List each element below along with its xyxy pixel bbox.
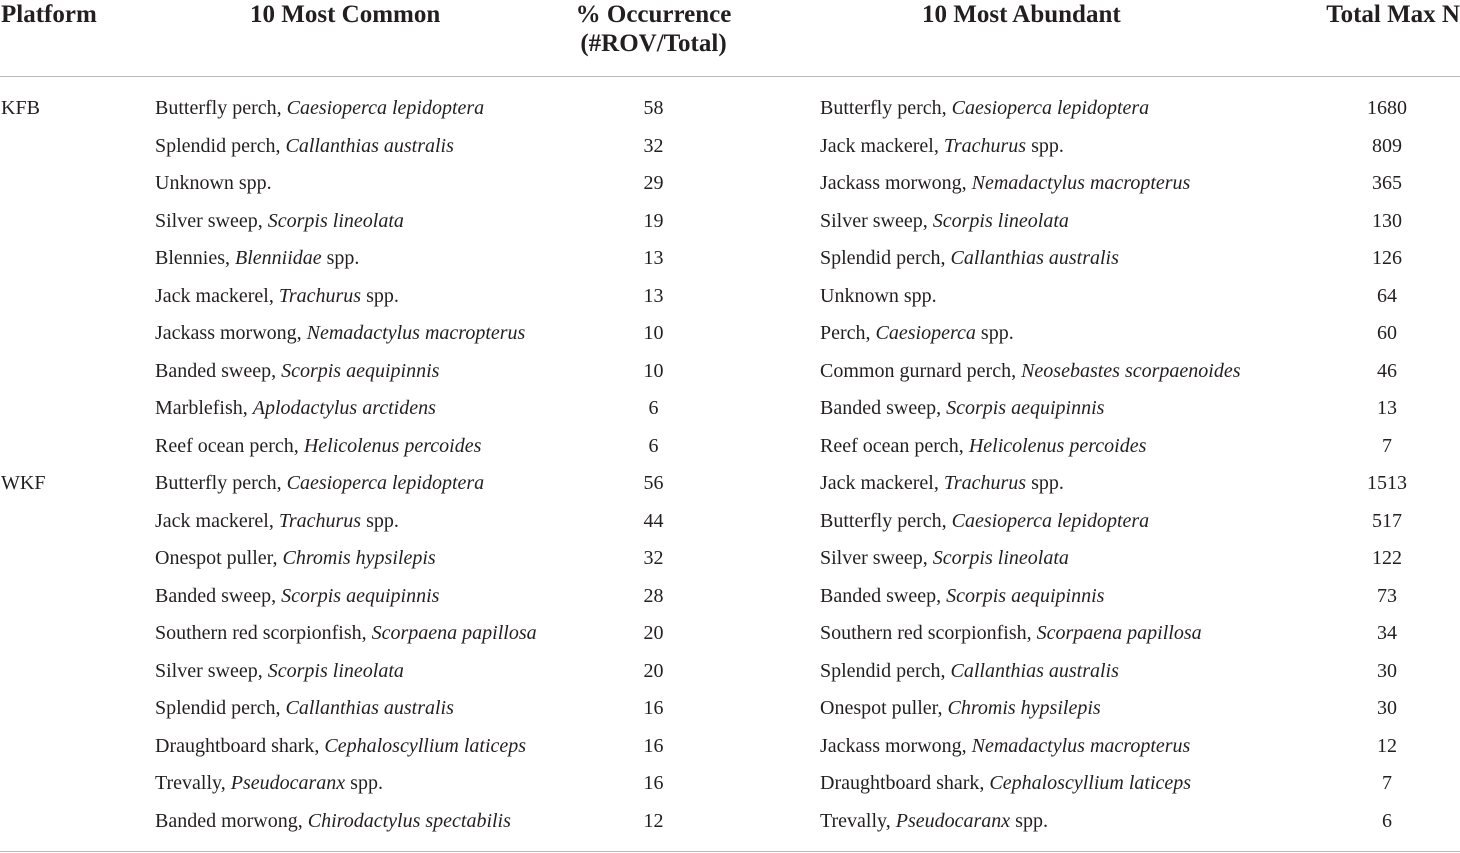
most-abundant-common-name: Jack mackerel, <box>820 472 944 495</box>
most-common-cell <box>150 165 560 203</box>
table-row <box>0 315 1460 353</box>
most-abundant-common-name: Butterfly perch, <box>820 509 952 532</box>
most-common-cell <box>150 315 560 353</box>
table-row <box>0 653 1460 691</box>
most-abundant-suffix: spp. <box>1026 472 1064 495</box>
header-most-abundant: 10 Most Abundant <box>810 0 1290 77</box>
most-abundant-scientific-name: Cephaloscyllium laticeps <box>989 772 1192 795</box>
occurrence-cell: 6 <box>648 397 659 420</box>
most-common-scientific-name: Scorpis lineolata <box>267 659 404 682</box>
most-abundant-scientific-name: Nemadactylus macropterus <box>971 734 1191 757</box>
most-common-cell <box>150 578 560 616</box>
most-common-common-name: Draughtboard shark, <box>155 734 325 757</box>
most-common-common-name: Banded sweep, <box>155 359 282 382</box>
platform-cell <box>0 765 150 803</box>
most-common-scientific-name: Callanthias australis <box>285 134 454 157</box>
occurrence-cell: 12 <box>643 809 664 832</box>
most-abundant-scientific-name: Pseudocaranx <box>895 809 1011 832</box>
most-common-cell <box>150 803 560 841</box>
most-abundant-common-name: Southern red scorpionfish, <box>820 622 1037 645</box>
table-row <box>0 390 1460 428</box>
most-abundant-common-name: Silver sweep, <box>820 209 933 232</box>
header-occurrence <box>560 0 810 77</box>
header-occurrence-line2: (#ROV/Total) <box>580 30 727 57</box>
occurrence-cell: 19 <box>643 209 664 232</box>
platform-cell <box>0 390 150 428</box>
most-abundant-cell <box>810 615 1290 653</box>
header-total-max-n: Total Max N <box>1290 0 1460 77</box>
max-n-cell: 130 <box>1372 209 1402 232</box>
most-common-suffix: spp. <box>361 509 399 532</box>
most-abundant-common-name: Splendid perch, <box>820 247 951 270</box>
most-abundant-common-name: Splendid perch, <box>820 659 951 682</box>
occurrence-cell: 32 <box>643 547 664 570</box>
max-n-cell: 365 <box>1372 172 1402 195</box>
most-abundant-cell <box>810 240 1290 278</box>
most-common-common-name: Blennies, <box>155 247 235 270</box>
most-abundant-scientific-name: Scorpis lineolata <box>932 547 1069 570</box>
platform-cell <box>0 578 150 616</box>
table-row <box>0 353 1460 391</box>
most-common-common-name: Southern red scorpionfish, <box>155 622 372 645</box>
max-n-cell: 7 <box>1382 772 1392 795</box>
most-common-cell <box>150 353 560 391</box>
most-common-cell <box>150 728 560 766</box>
table-body <box>0 77 1460 841</box>
table-row <box>0 465 1460 503</box>
occurrence-cell: 13 <box>643 284 664 307</box>
most-common-cell <box>150 615 560 653</box>
most-common-common-name: Silver sweep, <box>155 659 268 682</box>
most-common-common-name: Silver sweep, <box>155 209 268 232</box>
platform-cell <box>0 278 150 316</box>
occurrence-cell: 6 <box>648 434 659 457</box>
max-n-cell: 122 <box>1372 547 1402 570</box>
max-n-cell: 1513 <box>1367 472 1407 495</box>
occurrence-cell: 29 <box>643 172 664 195</box>
platform-cell <box>0 615 150 653</box>
occurrence-cell: 28 <box>643 584 664 607</box>
most-common-scientific-name: Pseudocaranx <box>230 772 346 795</box>
table-row <box>0 765 1460 803</box>
platform-cell <box>0 503 150 541</box>
max-n-cell: 46 <box>1377 359 1397 382</box>
max-n-cell: 13 <box>1377 397 1397 420</box>
most-abundant-common-name: Reef ocean perch, <box>820 434 969 457</box>
most-common-scientific-name: Aplodactylus arctidens <box>252 397 436 420</box>
table-row <box>0 615 1460 653</box>
occurrence-cell: 20 <box>643 622 664 645</box>
occurrence-cell: 10 <box>643 322 664 345</box>
table-row <box>0 278 1460 316</box>
most-abundant-common-name: Trevally, <box>820 809 896 832</box>
most-abundant-cell <box>810 803 1290 841</box>
most-abundant-scientific-name: Scorpis lineolata <box>932 209 1069 232</box>
most-common-common-name: Marblefish, <box>155 397 253 420</box>
most-abundant-cell <box>810 465 1290 503</box>
most-abundant-suffix: spp. <box>975 322 1014 345</box>
occurrence-cell: 44 <box>643 509 664 532</box>
max-n-cell: 60 <box>1377 322 1397 345</box>
most-common-scientific-name: Cephaloscyllium laticeps <box>324 734 527 757</box>
most-common-common-name: Jack mackerel, <box>155 284 279 307</box>
most-common-common-name: Butterfly perch, <box>155 97 287 120</box>
occurrence-cell: 13 <box>643 247 664 270</box>
most-common-common-name: Banded sweep, <box>155 584 282 607</box>
most-abundant-cell <box>810 428 1290 466</box>
most-abundant-common-name: Unknown spp. <box>820 284 937 307</box>
most-common-common-name: Jackass morwong, <box>155 322 307 345</box>
max-n-cell: 6 <box>1382 809 1392 832</box>
most-common-cell <box>150 240 560 278</box>
most-abundant-cell <box>810 765 1290 803</box>
most-abundant-cell <box>810 390 1290 428</box>
most-common-scientific-name: Helicolenus percoides <box>303 434 482 457</box>
table-row <box>0 90 1460 128</box>
table-row <box>0 728 1460 766</box>
max-n-cell: 30 <box>1377 659 1397 682</box>
most-common-scientific-name: Caesioperca lepidoptera <box>286 97 485 120</box>
table-row <box>0 690 1460 728</box>
most-common-cell <box>150 90 560 128</box>
most-abundant-common-name: Onespot puller, <box>820 697 948 720</box>
most-abundant-scientific-name: Trachurus <box>943 134 1027 157</box>
most-common-scientific-name: Scorpis aequipinnis <box>281 359 440 382</box>
most-common-scientific-name: Chirodactylus spectabilis <box>307 809 511 832</box>
occurrence-cell: 16 <box>643 734 664 757</box>
table-row <box>0 540 1460 578</box>
most-common-suffix: spp. <box>361 284 399 307</box>
most-common-cell <box>150 503 560 541</box>
most-abundant-scientific-name: Helicolenus percoides <box>968 434 1147 457</box>
most-common-common-name: Butterfly perch, <box>155 472 287 495</box>
most-common-suffix: spp. <box>321 247 360 270</box>
header-platform: Platform <box>0 0 150 77</box>
most-common-suffix: spp. <box>345 772 383 795</box>
most-abundant-suffix: spp. <box>1026 134 1064 157</box>
max-n-cell: 517 <box>1372 509 1402 532</box>
most-common-common-name: Onespot puller, <box>155 547 283 570</box>
most-common-scientific-name: Callanthias australis <box>285 697 454 720</box>
most-common-scientific-name: Nemadactylus macropterus <box>306 322 526 345</box>
most-abundant-scientific-name: Caesioperca lepidoptera <box>951 509 1150 532</box>
platform-cell <box>0 203 150 241</box>
occurrence-cell: 10 <box>643 359 664 382</box>
most-abundant-scientific-name: Caesioperca lepidoptera <box>951 97 1150 120</box>
most-abundant-common-name: Perch, <box>820 322 876 345</box>
most-abundant-scientific-name: Scorpis aequipinnis <box>946 584 1105 607</box>
platform-cell <box>0 728 150 766</box>
most-common-cell <box>150 690 560 728</box>
most-common-cell <box>150 128 560 166</box>
most-common-cell <box>150 203 560 241</box>
most-common-scientific-name: Scorpis lineolata <box>267 209 404 232</box>
most-common-common-name: Reef ocean perch, <box>155 434 304 457</box>
platform-cell <box>0 240 150 278</box>
most-abundant-common-name: Silver sweep, <box>820 547 933 570</box>
most-abundant-common-name: Draughtboard shark, <box>820 772 990 795</box>
occurrence-cell: 20 <box>643 659 664 682</box>
most-abundant-cell <box>810 353 1290 391</box>
table-row <box>0 428 1460 466</box>
max-n-cell: 12 <box>1377 734 1397 757</box>
platform-cell <box>0 653 150 691</box>
table-row <box>0 503 1460 541</box>
platform-cell <box>0 690 150 728</box>
most-common-cell <box>150 390 560 428</box>
header-spacer <box>0 77 1460 91</box>
header-most-common: 10 Most Common <box>150 0 560 77</box>
max-n-cell: 7 <box>1382 434 1392 457</box>
most-common-common-name: Unknown spp. <box>155 172 272 195</box>
most-common-scientific-name: Trachurus <box>278 284 362 307</box>
most-abundant-cell <box>810 165 1290 203</box>
most-common-cell <box>150 465 560 503</box>
max-n-cell: 64 <box>1377 284 1397 307</box>
table-header <box>0 0 1460 77</box>
most-abundant-common-name: Jackass morwong, <box>820 734 972 757</box>
table-row <box>0 165 1460 203</box>
max-n-cell: 34 <box>1377 622 1397 645</box>
max-n-cell: 73 <box>1377 584 1397 607</box>
max-n-cell: 126 <box>1372 247 1402 270</box>
most-abundant-common-name: Jack mackerel, <box>820 134 944 157</box>
most-abundant-scientific-name: Chromis hypsilepis <box>947 697 1101 720</box>
most-abundant-common-name: Butterfly perch, <box>820 97 952 120</box>
most-abundant-cell <box>810 690 1290 728</box>
most-common-cell <box>150 278 560 316</box>
most-common-scientific-name: Scorpis aequipinnis <box>281 584 440 607</box>
table-row <box>0 803 1460 841</box>
max-n-cell: 1680 <box>1367 97 1407 120</box>
table-row <box>0 578 1460 616</box>
platform-cell <box>0 803 150 841</box>
most-abundant-scientific-name: Nemadactylus macropterus <box>971 172 1191 195</box>
most-common-scientific-name: Blenniidae <box>235 247 322 270</box>
most-abundant-scientific-name: Callanthias australis <box>950 247 1119 270</box>
most-abundant-cell <box>810 90 1290 128</box>
most-abundant-cell <box>810 540 1290 578</box>
most-common-common-name: Splendid perch, <box>155 134 286 157</box>
most-abundant-scientific-name: Caesioperca <box>875 322 976 345</box>
most-abundant-cell <box>810 653 1290 691</box>
platform-cell <box>0 315 150 353</box>
most-abundant-common-name: Jackass morwong, <box>820 172 972 195</box>
most-common-cell <box>150 540 560 578</box>
most-abundant-scientific-name: Trachurus <box>943 472 1027 495</box>
occurrence-cell: 56 <box>643 472 664 495</box>
platform-cell <box>0 428 150 466</box>
most-common-common-name: Splendid perch, <box>155 697 286 720</box>
most-abundant-suffix: spp. <box>1010 809 1048 832</box>
most-common-scientific-name: Trachurus <box>278 509 362 532</box>
most-abundant-common-name: Banded sweep, <box>820 397 947 420</box>
most-abundant-cell <box>810 728 1290 766</box>
most-common-cell <box>150 653 560 691</box>
most-abundant-cell <box>810 315 1290 353</box>
platform-cell <box>0 128 150 166</box>
most-abundant-cell <box>810 128 1290 166</box>
most-common-cell <box>150 428 560 466</box>
most-abundant-common-name: Banded sweep, <box>820 584 947 607</box>
max-n-cell: 30 <box>1377 697 1397 720</box>
most-common-common-name: Jack mackerel, <box>155 509 279 532</box>
most-common-common-name: Trevally, <box>155 772 231 795</box>
occurrence-cell: 16 <box>643 772 664 795</box>
table-bottom-rule <box>0 851 1460 852</box>
most-abundant-common-name: Common gurnard perch, <box>820 359 1022 382</box>
platform-cell: KFB <box>1 97 40 120</box>
most-abundant-scientific-name: Scorpaena papillosa <box>1036 622 1202 645</box>
platform-cell: WKF <box>1 472 46 495</box>
header-occurrence-line1: % Occurrence <box>575 1 732 28</box>
most-common-common-name: Banded morwong, <box>155 809 308 832</box>
most-abundant-scientific-name: Neosebastes scorpaenoides <box>1021 359 1241 382</box>
most-common-scientific-name: Caesioperca lepidoptera <box>286 472 485 495</box>
occurrence-cell: 16 <box>643 697 664 720</box>
table-row <box>0 240 1460 278</box>
most-common-cell <box>150 765 560 803</box>
most-common-scientific-name: Chromis hypsilepis <box>282 547 436 570</box>
most-abundant-cell <box>810 203 1290 241</box>
header-row <box>0 0 1460 77</box>
most-abundant-scientific-name: Scorpis aequipinnis <box>946 397 1105 420</box>
most-abundant-cell <box>810 578 1290 616</box>
table-row <box>0 203 1460 241</box>
table-row <box>0 128 1460 166</box>
most-abundant-cell <box>810 278 1290 316</box>
platform-cell <box>0 540 150 578</box>
most-abundant-cell <box>810 503 1290 541</box>
platform-cell <box>0 165 150 203</box>
platform-cell <box>0 353 150 391</box>
most-common-scientific-name: Scorpaena papillosa <box>371 622 537 645</box>
occurrence-cell: 32 <box>643 134 664 157</box>
max-n-cell: 809 <box>1372 134 1402 157</box>
occurrence-cell: 58 <box>643 97 664 120</box>
most-abundant-scientific-name: Callanthias australis <box>950 659 1119 682</box>
